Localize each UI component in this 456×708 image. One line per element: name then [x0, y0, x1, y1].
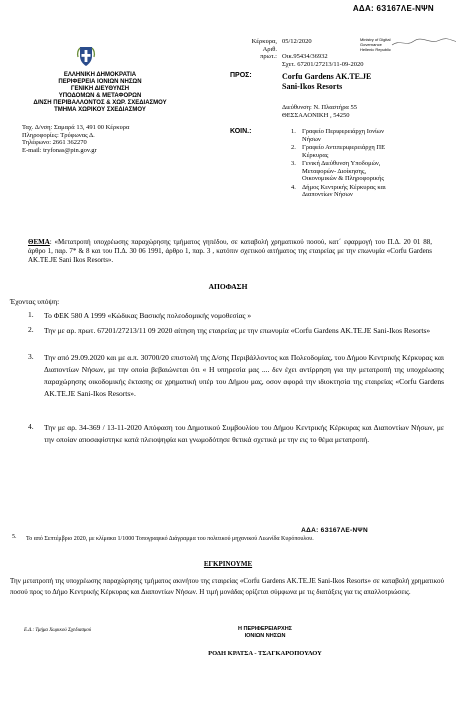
contact-address: Ταχ. Δ/νση: Σαμαρά 13, 491 00 Κέρκυρα [22, 124, 130, 131]
protocol-number: Οικ.95434/36932 [282, 53, 328, 60]
contact-phone: Τηλέφωνο: 2661 362270 [22, 139, 87, 146]
sender-line: Δ/ΝΣΗ ΠΕΡΙΒΑΛΛΟΝΤΟΣ & ΧΩΡ. ΣΧΕΔΙΑΣΜΟΥ [33, 100, 167, 106]
signatory-name: ΡΟΔΗ ΚΡΑΤΣΑ - ΤΣΑΓΚΑΡΟΠΟΥΛΟΥ [208, 650, 322, 657]
approve-title: ΕΓΚΡΙΝΟΥΜΕ [203, 560, 253, 568]
ministry-line: Ministry of Digital [360, 37, 391, 42]
recipient-block [282, 72, 442, 92]
koin-label: ΚΟΙΝ.: [230, 128, 252, 135]
koin-item: 3. Γενική Διεύθυνση Υποδομών, Μεταφορών- Διοίκησης, Οικονομικών & Πληροφορικής [291, 160, 384, 182]
ada-code-page2: ΑΔΑ: 6З167ΛΕ-ΝΨΝ [301, 527, 368, 534]
signatory-region: ΙΟΝΙΩΝ ΝΗΣΩΝ [244, 633, 286, 639]
sender-line: ΓΕΝΙΚΗ ΔΙΕΥΘΥΝΣΗ [70, 86, 130, 92]
recipient-address [282, 104, 442, 119]
signature-scribble-icon [390, 37, 456, 49]
recipient-label: ΠΡΟΣ: [230, 72, 252, 79]
koin-item: 2. Γραφείο Αντιπεριφερειάρχη ΠΕ Κέρκυρας [291, 144, 386, 159]
greek-coat-of-arms-icon [74, 44, 98, 68]
meta-labels [232, 38, 277, 61]
sender-line: ΥΠΟΔΟΜΩΝ & ΜΕΤΑΦΟΡΩΝ [58, 93, 142, 99]
signatory-title [210, 626, 320, 640]
related-protocol: Σχετ. 67201/27213/11-09-2020 [282, 60, 364, 68]
koin-list [290, 128, 390, 200]
recipient-city: ΘΕΣΣΑΛΟΝΙΚΗ , 54250 [282, 111, 350, 119]
recipient-name-1: Corfu Gardens AK.TE.JE [282, 72, 372, 81]
recipient-street: Διεύθυνση: Ν. Πλαστήρα 55 [282, 104, 357, 111]
approve-text: Την μετατροπή της υποχρέωσης παραχώρησης τμήματος ακινήτου της εταιρείας «Corfu Gardens AK.TE.JE Sani-Ikos Resorts» σε καταβολή χρηματικού ποσού προς το Δήμο Κεντρικής Κέρκυρας και Διαποντίων Νήσων. Η τιμή μονάδας ορίζεται σύμφωνα με τις διατάξεις για τις απαλλοτριώσεις. [10, 577, 444, 596]
place-label: Κέρκυρα, [251, 38, 277, 45]
signatory-role: Η ΠΕΡΙΦΕΡΕΙΑΡΧΗΣ [238, 626, 292, 632]
ministry-line: Governance [360, 42, 382, 47]
decision-title: ΑΠΟΦΑΣΗ [208, 282, 248, 291]
koin-item: 1. Γραφείο Περιφερειάρχη Ιονίων Νήσων [291, 128, 385, 143]
date-value: 05/12/2020 [282, 38, 312, 45]
contact-email: E-mail: tryfonas@pin.gov.gr [22, 146, 97, 154]
sender-header [20, 72, 180, 114]
recipient-name-2: Sani-Ikos Resorts [282, 82, 343, 91]
prot-label: πρωτ.: [260, 53, 277, 60]
sender-line: ΕΛΛΗΝΙΚΗ ΔΗΜΟΚΡΑΤΙΑ [63, 72, 137, 78]
subject-text: : «Μετατροπή υποχρέωσης παραχώρησης τμήματος γηπέδου, σε καταβολή χρηματικού ποσού, κατ΄ εφαρμογή του Π.Δ. 20 01 88, άρθρο 1, παρ. 7* & 8 και του Π.Δ. 30 06 1991, άρθρο 1, παρ. 3 , κατόπιν σχετικού αιτήματος της εταιρείας με την επωνυμία «Corfu Gardens AK.TE.JE Sani Ikos Resorts». [28, 238, 432, 264]
internal-distribution: Ε.Δ.: Τμήμα Χωρικού Σχεδιασμού [24, 628, 92, 633]
ada-code-top: ΑΔΑ: 6З167ΛΕ-ΝΨΝ [352, 4, 434, 13]
coat-of-arms [74, 44, 98, 73]
arith-label: Αριθ. [262, 45, 277, 53]
sender-line: ΤΜΗΜΑ ΧΩΡΙΚΟΥ ΣΧΕΔΙΑΣΜΟΥ [54, 107, 146, 113]
ministry-line: Hellenic Republic [360, 47, 391, 52]
sender-contact [22, 124, 182, 154]
contact-person: Πληροφορίες: Τρύφωνας Δ. [22, 131, 95, 139]
sender-line: ΠΕΡΙΦΕΡΕΙΑ ΙΟΝΙΩΝ ΝΗΣΩΝ [58, 79, 142, 85]
subject-label: ΘΕΜΑ [28, 238, 50, 246]
subject [28, 238, 432, 265]
having-seen: Έχοντας υπόψη: [10, 297, 60, 306]
digital-signature-stamp [360, 37, 391, 52]
koin-item: 4. Δήμος Κεντρικής Κέρκυρας και Διαποντίων Νήσων [291, 183, 386, 198]
